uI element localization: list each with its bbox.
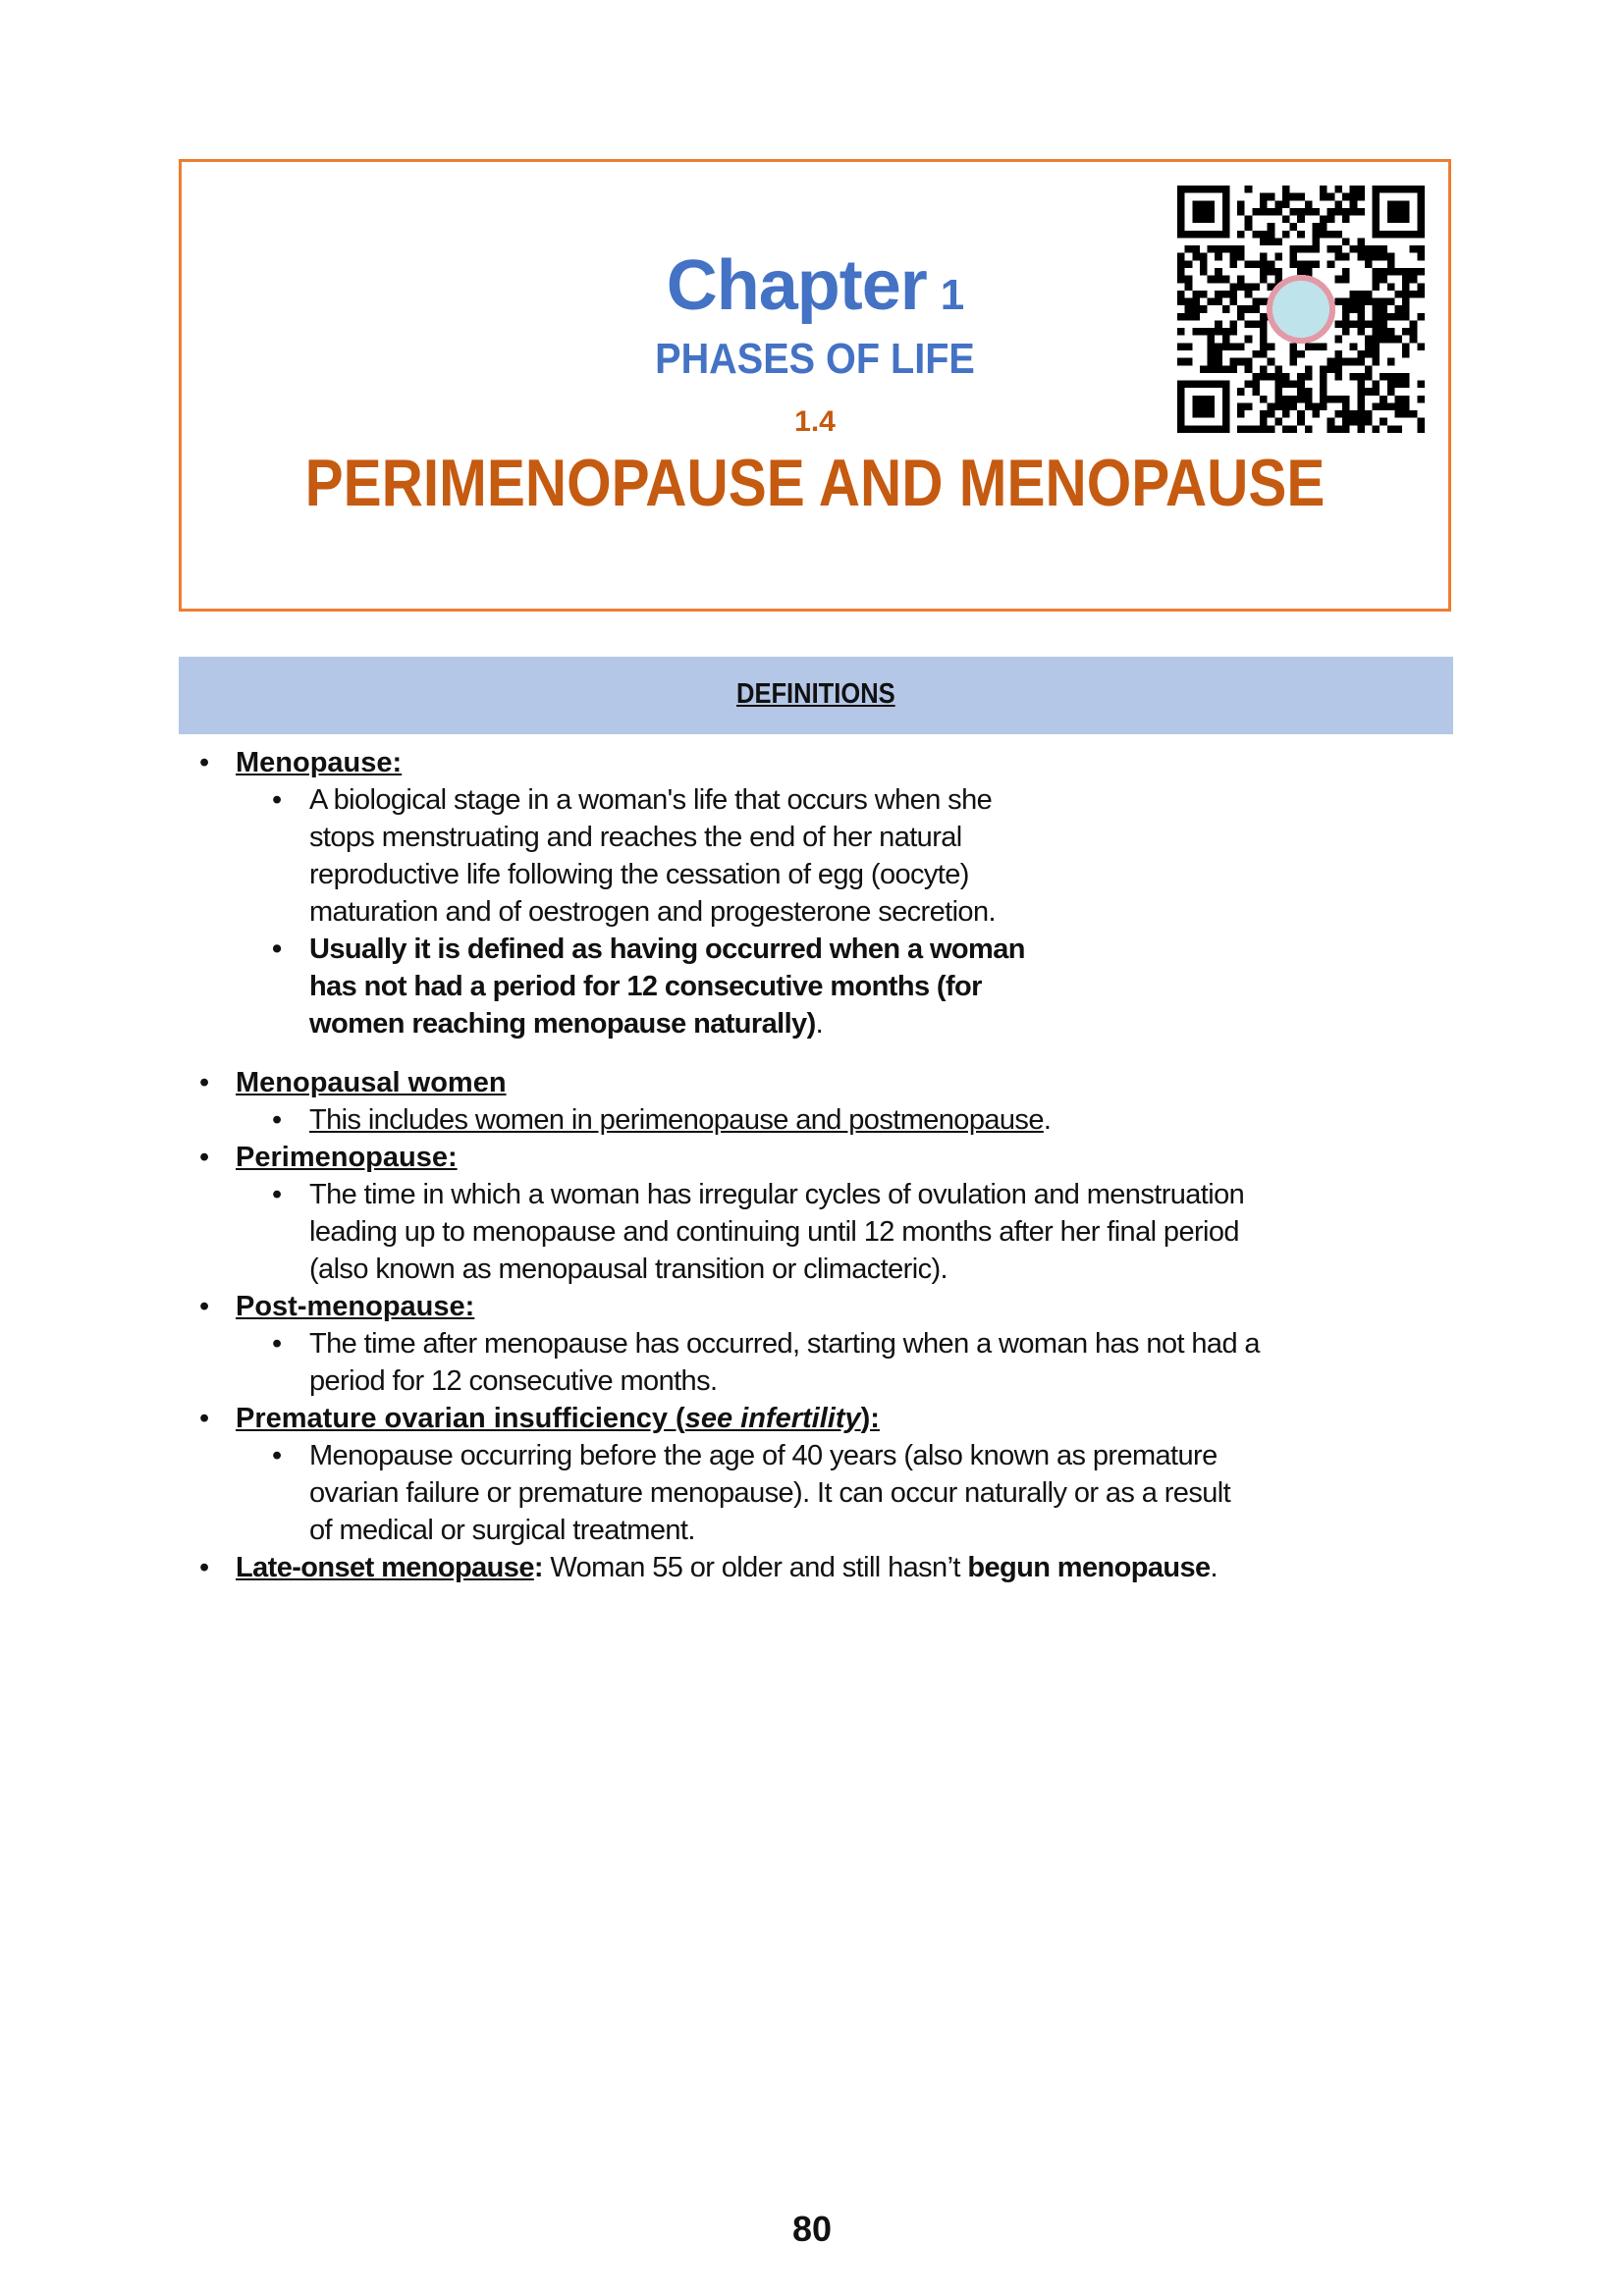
section-title: PERIMENOPAUSE AND MENOPAUSE (304, 446, 1326, 520)
text: Woman 55 or older and still hasn’t (542, 1552, 968, 1583)
bold-text: begun menopause (967, 1552, 1211, 1583)
list-item-menopausal-women (0, 1064, 1260, 1101)
chapter-header-box (179, 159, 1451, 612)
colon: : (533, 1552, 543, 1583)
page-number: 80 (791, 2209, 833, 2249)
text-line: has not had a period for 12 consecutive months (for (309, 971, 982, 1002)
sub-item (0, 1101, 1260, 1139)
term-label: Menopausal women (236, 1067, 507, 1098)
sub-item (0, 1437, 1260, 1549)
definitions-heading-bar (179, 657, 1453, 734)
text-line: period for 12 consecutive months. (309, 1365, 718, 1397)
text-line: (also known as menopausal transition or climacteric). (309, 1254, 947, 1285)
text-line: This includes women in perimenopause and postmenopause (309, 1104, 1044, 1136)
list-item-postmenopause (0, 1288, 1260, 1325)
term-label-end: ): (860, 1403, 880, 1434)
qr-code-icon[interactable] (1177, 180, 1425, 439)
text-line: reproductive life following the cessation of egg (oocyte) (309, 859, 969, 890)
sub-item (0, 781, 1260, 931)
list-item-late-onset (0, 1549, 1260, 1586)
term-label: Perimenopause: (236, 1142, 458, 1173)
text-line: maturation and of oestrogen and progesterone secretion. (309, 896, 996, 928)
chapter-number: 1 (940, 271, 964, 319)
text-line: • Usually it is defined as having occurred when a woman (309, 934, 1025, 965)
definitions-heading: DEFINITIONS (736, 678, 895, 710)
cross-reference-link[interactable]: see infertility (684, 1403, 861, 1434)
qr-logo-icon (1270, 278, 1332, 341)
definitions-list (0, 744, 1260, 1586)
section-number: 1.4 (794, 405, 836, 438)
text-line: • The time in which a woman has irregular cycles of ovulation and menstruation (309, 1179, 1245, 1210)
period: . (815, 1008, 824, 1040)
sub-item (0, 1176, 1260, 1288)
text-line: leading up to menopause and continuing until 12 months after her final period (309, 1216, 1239, 1248)
text-line: • A biological stage in a woman's life that occurs when she (309, 784, 993, 816)
text-line: women reaching menopause naturally) (309, 1008, 816, 1040)
text-line: • The time after menopause has occurred, starting when a woman has not had a (309, 1328, 1260, 1360)
term-label: Menopause: (236, 747, 403, 778)
period: . (1210, 1552, 1218, 1583)
text-line: of medical or surgical treatment. (309, 1515, 695, 1546)
term-label: Post-menopause: (236, 1291, 475, 1322)
term-label: Late-onset menopause (236, 1552, 534, 1583)
chapter-word: Chapter (666, 246, 927, 325)
text-line: stops menstruating and reaches the end of her natural (309, 822, 962, 853)
period: . (1043, 1104, 1052, 1136)
sub-item (0, 931, 1260, 1042)
list-item-perimenopause (0, 1139, 1260, 1176)
part-title: PHASES OF LIFE (655, 335, 975, 383)
term-label: Premature ovarian insufficiency ( (236, 1403, 685, 1434)
list-item-menopause (0, 744, 1260, 781)
sub-item (0, 1325, 1260, 1400)
list-item-poi (0, 1400, 1260, 1437)
text-line: ovarian failure or premature menopause). It can occur naturally or as a result (309, 1477, 1231, 1509)
text-line: • Menopause occurring before the age of 40 years (also known as premature (309, 1440, 1218, 1471)
